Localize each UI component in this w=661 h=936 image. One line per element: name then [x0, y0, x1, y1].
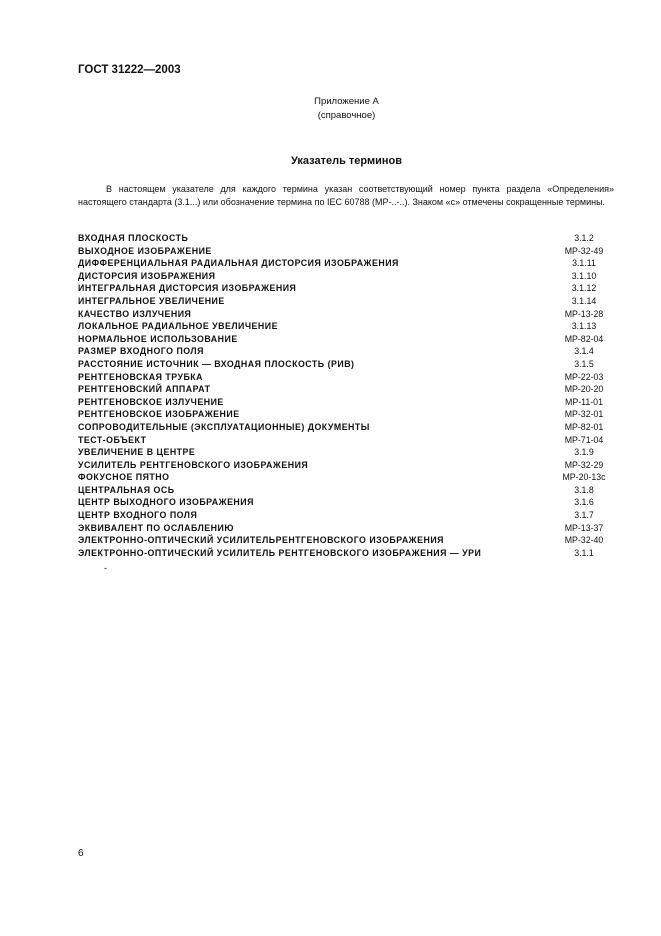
- term-row: [78, 320, 614, 333]
- term-reference: 3.1.10: [571, 270, 597, 281]
- term-reference: МР-82-01: [564, 421, 604, 432]
- term-row: [78, 547, 614, 560]
- page-number: 6: [78, 848, 84, 859]
- term-name: НОРМАЛЬНОЕ ИСПОЛЬЗОВАНИЕ: [78, 333, 238, 344]
- term-row: [78, 232, 614, 245]
- term-reference: 3.1.4: [574, 346, 594, 357]
- term-name: ЭЛЕКТРОННО-ОПТИЧЕСКИЙ УСИЛИТЕЛЬ РЕНТГЕНОВСКОГО ИЗОБРАЖЕНИЯ — УРИ: [78, 547, 482, 558]
- term-row: [78, 446, 614, 459]
- term-name: РАССТОЯНИЕ ИСТОЧНИК — ВХОДНАЯ ПЛОСКОСТЬ (РИВ): [78, 358, 355, 369]
- term-reference: МР-20-20: [564, 384, 604, 395]
- term-row: [78, 257, 614, 270]
- term-name: ЦЕНТР ВХОДНОГО ПОЛЯ: [78, 510, 198, 521]
- term-row: [78, 484, 614, 497]
- term-name: ФОКУСНОЕ ПЯТНО: [78, 472, 170, 483]
- page-title: Указатель терминов: [290, 155, 403, 167]
- annex-note: (справочное): [317, 110, 376, 121]
- term-reference: 3.1.6: [574, 497, 594, 508]
- standard-header: ГОСТ 31222—2003: [78, 64, 181, 76]
- term-name: РЕНТГЕНОВСКОЕ ИЗОБРАЖЕНИЕ: [78, 409, 240, 420]
- term-reference: 3.1.1: [574, 547, 594, 558]
- term-name: РЕНТГЕНОВСКОЕ ИЗЛУЧЕНИЕ: [78, 396, 224, 407]
- term-row: [78, 396, 614, 409]
- term-name: КАЧЕСТВО ИЗЛУЧЕНИЯ: [78, 308, 192, 319]
- term-row: [78, 333, 614, 346]
- term-name: ЛОКАЛЬНОЕ РАДИАЛЬНОЕ УВЕЛИЧЕНИЕ: [78, 321, 278, 332]
- term-reference: 3.1.11: [572, 258, 596, 269]
- term-row: [78, 295, 614, 308]
- term-name: ДИСТОРСИЯ ИЗОБРАЖЕНИЯ: [78, 270, 216, 281]
- term-row: [78, 245, 614, 258]
- term-row: [78, 496, 614, 509]
- term-reference: МР-22-03: [564, 371, 604, 382]
- term-row: [78, 421, 614, 434]
- term-row: [78, 371, 614, 384]
- term-reference: МР-11-01: [565, 396, 603, 407]
- term-reference: МР-71-04: [564, 434, 604, 445]
- term-reference: МР-20-13с: [562, 472, 606, 483]
- term-row: [78, 358, 614, 371]
- annex-label: Приложение А: [314, 96, 379, 107]
- term-reference: 3.1.5: [574, 358, 594, 369]
- term-name: ДИФФЕРЕНЦИАЛЬНАЯ РАДИАЛЬНАЯ ДИСТОРСИЯ ИЗОБРАЖЕНИЯ: [78, 258, 399, 269]
- term-row: [78, 522, 614, 535]
- term-row: [78, 345, 614, 358]
- term-name: ЭЛЕКТРОННО-ОПТИЧЕСКИЙ УСИЛИТЕЛЬРЕНТГЕНОВСКОГО ИЗОБРАЖЕНИЯ: [78, 535, 444, 546]
- term-reference: 3.1.14: [571, 295, 597, 306]
- term-name: УСИЛИТЕЛЬ РЕНТГЕНОВСКОГО ИЗОБРАЖЕНИЯ: [78, 459, 309, 470]
- term-name: ЭКВИВАЛЕНТ ПО ОСЛАБЛЕНИЮ: [78, 522, 234, 533]
- term-row: [78, 282, 614, 295]
- term-reference: 3.1.9: [574, 447, 594, 458]
- term-reference: МР-32-01: [564, 409, 604, 420]
- term-reference: 3.1.8: [574, 484, 594, 495]
- term-name: ИНТЕГРАЛЬНОЕ УВЕЛИЧЕНИЕ: [78, 295, 225, 306]
- term-reference: МР-82-04: [564, 333, 604, 344]
- term-reference: 3.1.7: [574, 510, 594, 521]
- term-reference: 3.1.13: [571, 321, 597, 332]
- term-row: [78, 434, 614, 447]
- term-name: ВЫХОДНОЕ ИЗОБРАЖЕНИЕ: [78, 245, 212, 256]
- term-reference: МР-13-37: [564, 522, 604, 533]
- term-row: [78, 383, 614, 396]
- trailing-mark: -: [104, 563, 107, 573]
- terms-index-list: [78, 232, 614, 559]
- term-reference: МР-32-49: [564, 245, 604, 256]
- term-row: [78, 308, 614, 321]
- term-reference: МР-13-28: [564, 308, 604, 319]
- term-name: РЕНТГЕНОВСКИЙ АППАРАТ: [78, 384, 211, 395]
- term-name: ТЕСТ-ОБЪЕКТ: [78, 434, 147, 445]
- term-name: ВХОДНАЯ ПЛОСКОСТЬ: [78, 233, 189, 243]
- term-name: ЦЕНТР ВЫХОДНОГО ИЗОБРАЖЕНИЯ: [78, 497, 254, 508]
- term-row: [78, 408, 614, 421]
- term-name: ИНТЕГРАЛЬНАЯ ДИСТОРСИЯ ИЗОБРАЖЕНИЯ: [78, 283, 297, 294]
- term-name: РЕНТГЕНОВСКАЯ ТРУБКА: [78, 371, 204, 382]
- annex-heading: [0, 95, 661, 123]
- term-reference: МР-32-40: [564, 535, 604, 546]
- term-row: [78, 459, 614, 472]
- term-name: РАЗМЕР ВХОДНОГО ПОЛЯ: [78, 346, 204, 357]
- term-reference: 3.1.2: [574, 233, 594, 243]
- intro-paragraph: В настоящем указателе для каждого термина указан соответствующий номер пункта раздела «Определения» настоящего стандарта (3.1...) или обозначение термина по IEC 60788 (МР-..-..). Знаком «с» отмечены сокращенные термины.: [78, 184, 614, 207]
- term-row: [78, 471, 614, 484]
- term-row: [78, 534, 614, 547]
- term-name: УВЕЛИЧЕНИЕ В ЦЕНТРЕ: [78, 447, 196, 458]
- term-row: [78, 270, 614, 283]
- term-reference: 3.1.12: [571, 283, 597, 294]
- term-name: СОПРОВОДИТЕЛЬНЫЕ (ЭКСПЛУАТАЦИОННЫЕ) ДОКУМЕНТЫ: [78, 421, 370, 432]
- term-row: [78, 509, 614, 522]
- term-name: ЦЕНТРАЛЬНАЯ ОСЬ: [78, 484, 175, 495]
- term-reference: МР-32-29: [564, 459, 604, 470]
